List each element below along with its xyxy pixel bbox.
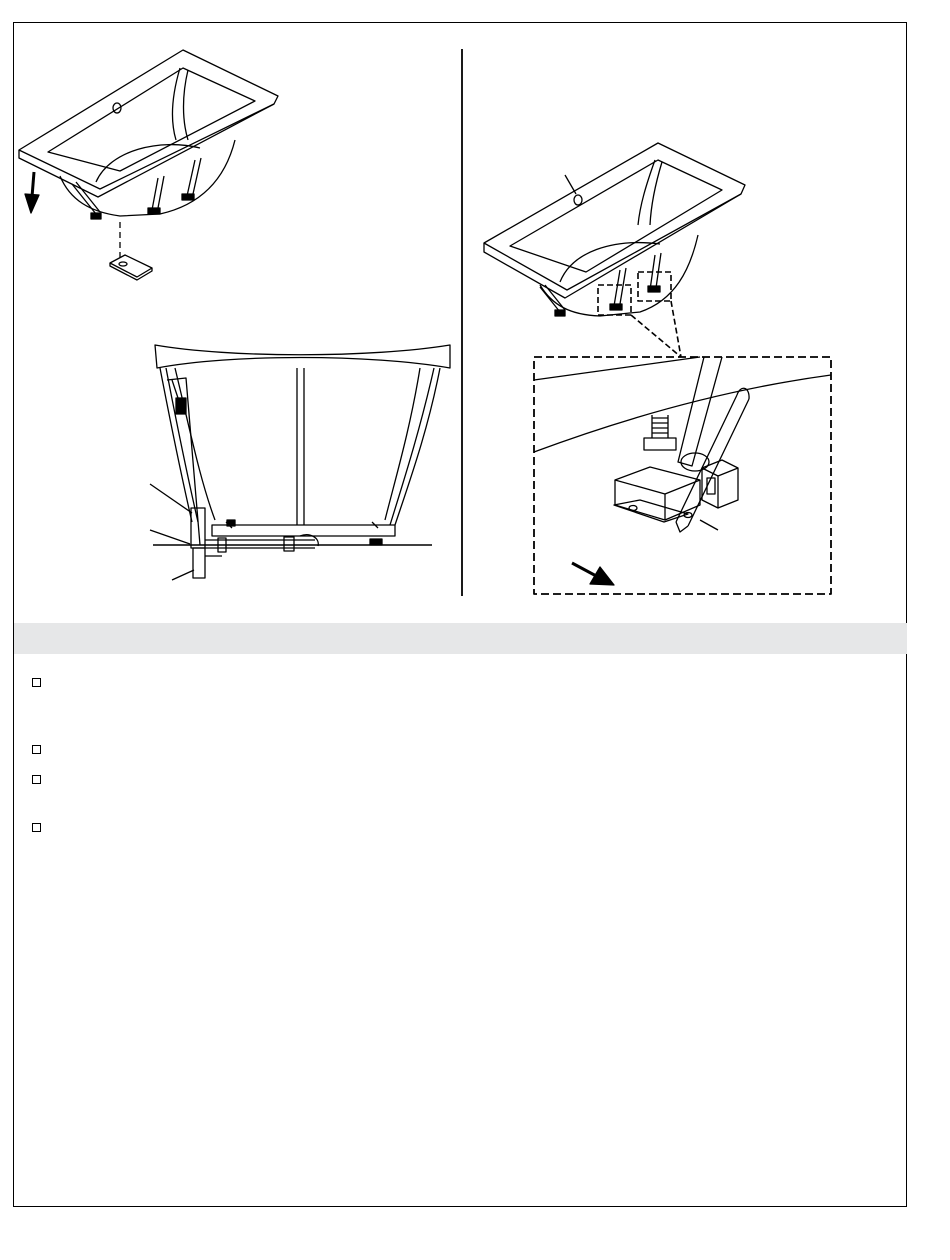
checkbox-icon[interactable]	[32, 775, 41, 784]
bathtub-feet-detail-icon	[484, 143, 745, 357]
checkbox-icon[interactable]	[32, 678, 41, 687]
foot-adjustment-closeup-icon	[534, 357, 831, 594]
installation-illustrations	[0, 0, 950, 620]
section-header-bar	[14, 623, 907, 654]
bathtub-lowering-icon	[19, 50, 278, 280]
bathtub-front-section-drain-icon	[150, 345, 450, 580]
checkbox-icon[interactable]	[32, 823, 41, 832]
checkbox-icon[interactable]	[32, 745, 41, 754]
